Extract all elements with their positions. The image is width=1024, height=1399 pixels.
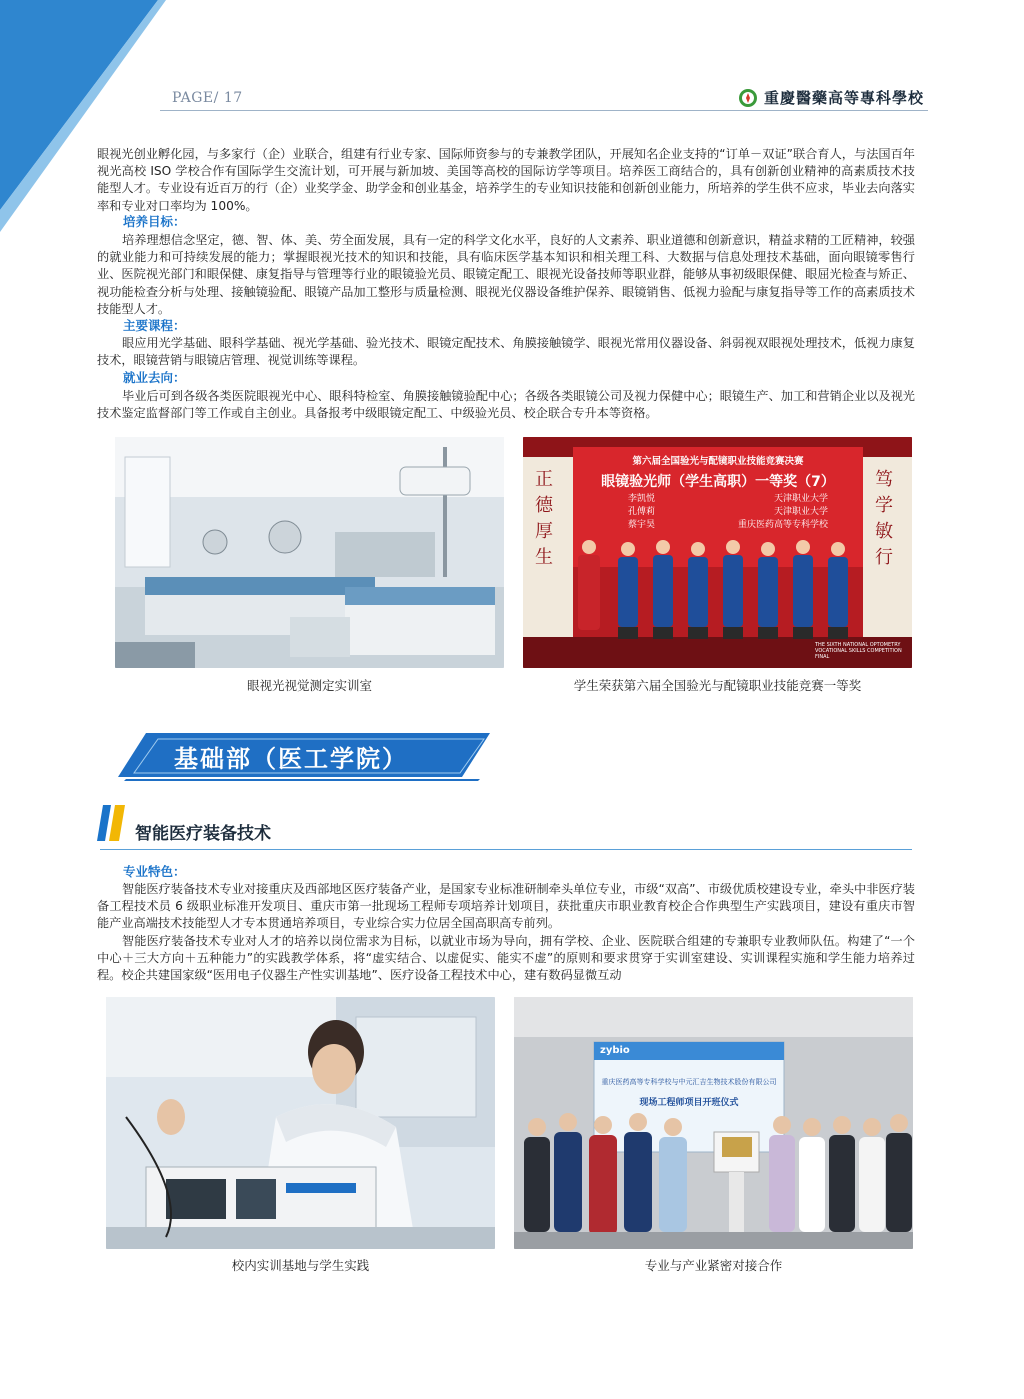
major-title: 智能医疗装备技术 — [135, 824, 271, 844]
feature-heading: 专业特色： — [123, 864, 186, 879]
optometry-lab-photo — [115, 437, 504, 668]
school-brand — [738, 87, 924, 108]
goals-heading: 培养目标： — [123, 214, 186, 229]
school-logo-icon — [738, 88, 758, 108]
award-screen-list — [628, 493, 828, 532]
major-divider — [100, 849, 912, 850]
cooperation-screen-line2: 现场工程师项目开班仪式 — [639, 1098, 739, 1108]
major-heading-mark-icon — [97, 805, 125, 841]
award-name: 蔡宇昊 — [628, 520, 656, 530]
award-school: 天津职业大学 — [773, 507, 828, 517]
cooperation-screen-line1: 重庆医药高等专科学校与中元汇吉生物技术股份有限公司 — [601, 1078, 777, 1086]
page-header — [160, 86, 928, 112]
feature-paragraph-1: 智能医疗装备技术专业对接重庆及西部地区医疗装备产业，是国家专业标准研制牵头单位专业，市级“双高”、市级优质校建设专业，牵头中非医疗装备工程技术员 6 级职业标准开发项目、重庆市第一批现场工程师专项培养计划项目，获批重庆市职业教育校企合作典型生产实践项目，建设有重庆市智能产业高端技术技能型人才专本贯通培养项目，专业综合实力位居全国高职高专前列。 — [97, 882, 915, 931]
award-ceremony-photo — [523, 437, 912, 668]
school-name: 重慶醫藥高等專科學校 — [763, 89, 924, 107]
header-divider — [160, 110, 928, 111]
award-banner-left: 正德厚生 — [535, 469, 553, 568]
goals-paragraph: 培养理想信念坚定，德、智、体、美、劳全面发展，具有一定的科学文化水平，良好的人文素养、职业道德和创新意识，精益求精的工匠精神，较强的就业能力和可持续发展的能力；掌握眼视光技术的知识和技能，具有临床医学基本知识和相关理工科、大数据与信息处理技术基础，面向眼镜零售行业、医院视光部门和眼保健、康复指导与管理等行业的眼镜验光员、眼镜定配工、眼视光设备技师等职业群，能够从事初级眼保健、眼屈光检查与矫正、视功能检查分析与处理、接触镜验配、眼镜产品加工整形与质量检测、眼视光仪器设备维护保养、眼镜销售、低视力验配与康复指导等工作的高素质技术技能型人才。 — [97, 233, 915, 316]
award-school: 天津职业大学 — [773, 494, 828, 504]
award-name: 李凯悦 — [628, 494, 656, 504]
feature-paragraph-2: 智能医疗装备技术专业对人才的培养以岗位需求为目标，以就业市场为导向，拥有学校、企业、医院联合组建的专兼职专业教师队伍。构建了“一个中心＋三大方向＋五种能力”的实践教学体系，将“虚实结合、以虚促实、能实不虚”的原则和要求贯穿于实训室建设、实训课程实施和学生能力培养过程。校企共建国家级“医用电子仪器生产性实训基地”、医疗设备工程技术中心，建有数码显微互动 — [97, 934, 915, 983]
award-ceremony-caption: 学生荣获第六届全国验光与配镜职业技能竞赛一等奖 — [573, 678, 862, 693]
zybio-logo: zybio — [600, 1045, 630, 1056]
award-banner-right: 笃学敏行 — [875, 469, 893, 568]
courses-heading: 主要课程： — [123, 318, 186, 333]
career-heading: 就业去向： — [123, 370, 186, 385]
industry-cooperation-photo — [514, 997, 913, 1249]
section-title: 基础部（医工学院） — [174, 745, 408, 773]
award-screen-english: THE SIXTH NATIONAL OPTOMETRY VOCATIONAL SKILLS COMPETITION FINAL — [815, 642, 902, 660]
page-number: PAGE/ 17 — [172, 90, 243, 106]
award-screen-title: 第六届全国验光与配镜职业技能竞赛决赛 — [632, 456, 804, 467]
career-paragraph: 毕业后可到各级各类医院眼视光中心、眼科特检室、角膜接触镜验配中心；各级各类眼镜公司及视力保健中心；眼镜生产、加工和营销企业以及视光技术鉴定监督部门等工作或自主创业。具备报考中级眼镜定配工、中级验光员、校企联合专升本等资格。 — [97, 389, 915, 421]
award-screen-award: 眼镜验光师（学生高职）一等奖（7） — [601, 474, 835, 490]
award-name: 孔傅莉 — [628, 507, 656, 517]
optometry-lab-caption: 眼视光视觉测定实训室 — [246, 678, 372, 693]
courses-paragraph: 眼应用光学基础、眼科学基础、视光学基础、验光技术、眼镜定配技术、角膜接触镜学、眼视光常用仪器设备、斜弱视双眼视处理技术，低视力康复技术，眼镜营销与眼镜店管理、视觉训练等课程。 — [97, 336, 915, 368]
student-practice-caption: 校内实训基地与学生实践 — [231, 1258, 370, 1273]
industry-cooperation-caption: 专业与产业紧密对接合作 — [644, 1258, 783, 1273]
student-practice-photo — [106, 997, 495, 1249]
award-school: 重庆医药高等专科学校 — [737, 520, 828, 530]
intro-paragraph: 眼视光创业孵化园，与多家行（企）业联合，组建有行业专家、国际师资参与的专兼教学团队，开展知名企业支持的“订单－双证”联合育人，与法国百年视光高校 ISO 学校合作有国际学生交流计划，可开展与新加坡、美国等高校的国际访学等项目。培养医工商结合的，具有创新创业精神的高素质技术技能型人才。专业设有近百万的行（企）业奖学金、助学金和创业基金，培养学生的专业知识技能和创新创业能力，所培养的学生供不应求，毕业去向落实率和专业对口率均为 100%。 — [97, 147, 915, 213]
